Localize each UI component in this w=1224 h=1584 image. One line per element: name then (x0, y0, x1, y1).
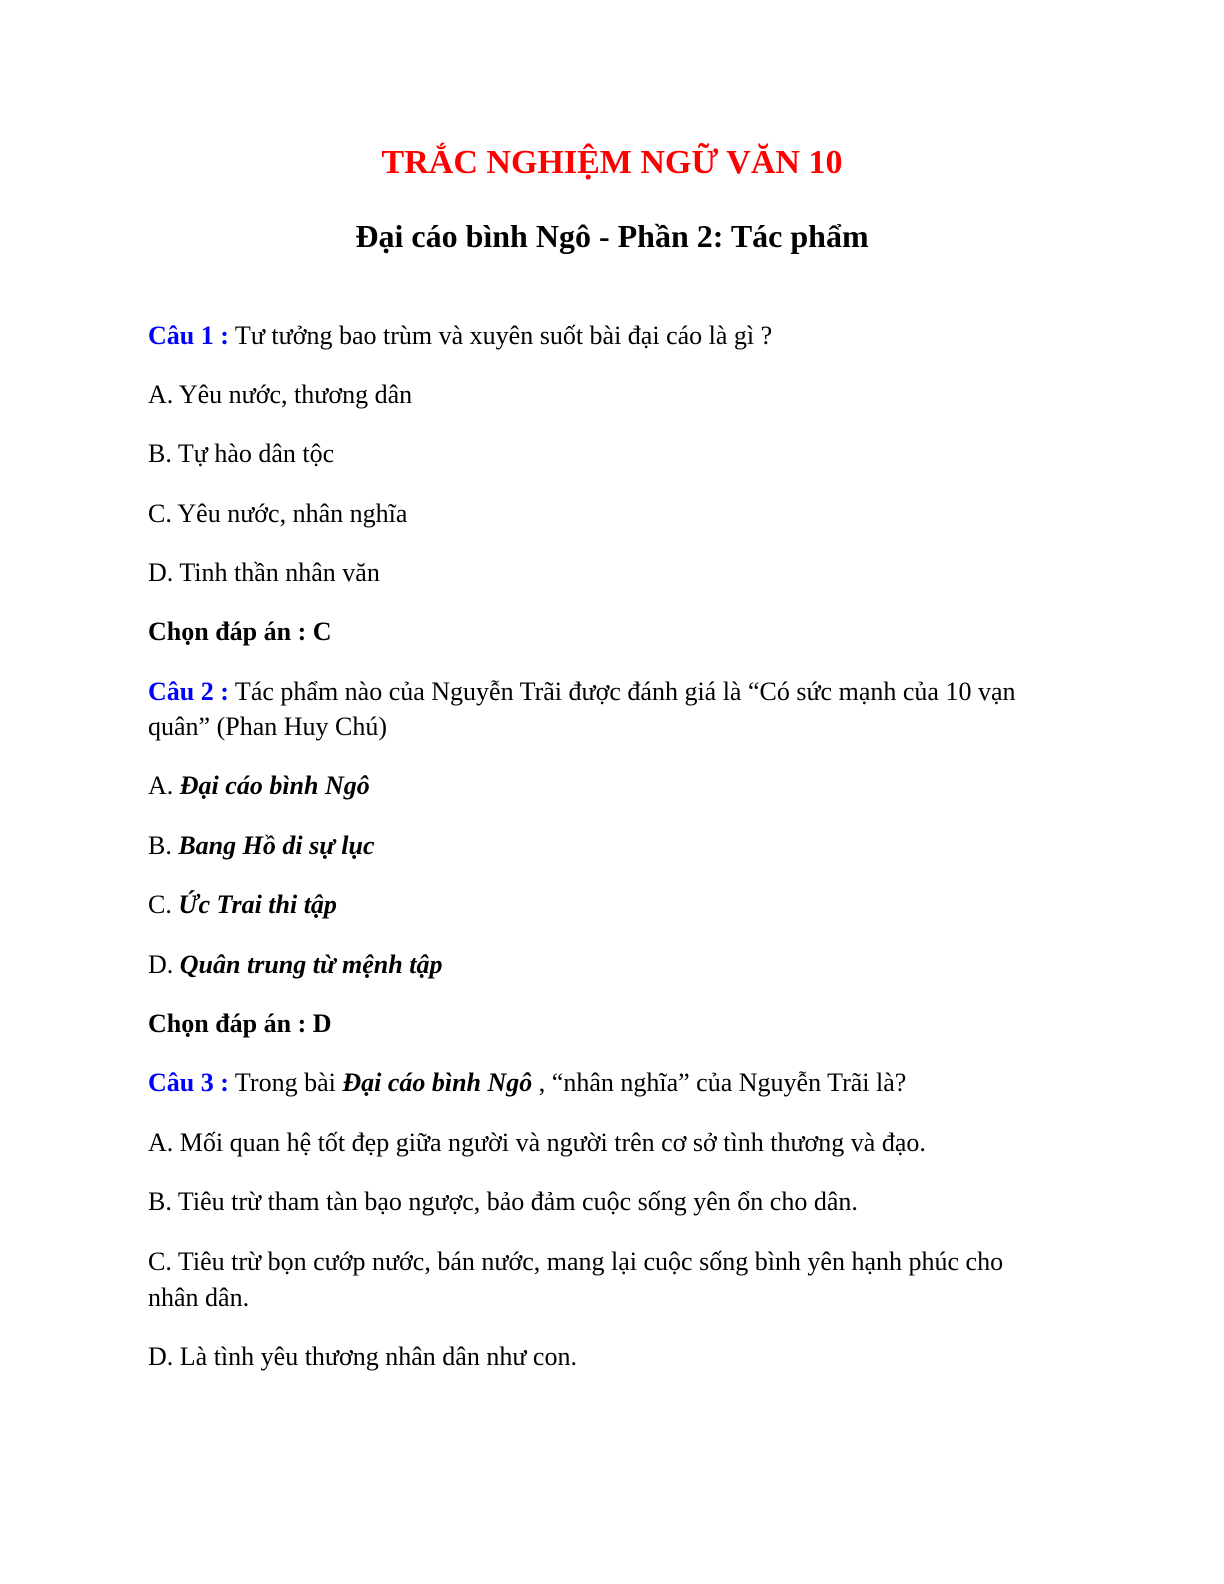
option-prefix: B. (148, 439, 178, 468)
question-2-label: Câu 2 : (148, 677, 229, 706)
option-prefix: C. (148, 499, 178, 528)
option-text: Bang Hồ di sự lục (178, 831, 375, 860)
question-3-text-before: Trong bài (228, 1068, 343, 1097)
question-1-option-d (148, 555, 1078, 591)
question-2-text-line-1: Tác phẩm nào của Nguyễn Trãi được đánh giá là “Có sức mạnh của 10 vạn (228, 677, 1016, 706)
option-text: Tinh thần nhân văn (179, 558, 380, 587)
option-text: Ức Trai thi tập (178, 890, 337, 919)
question-3-text-after: , “nhân nghĩa” của Nguyễn Trãi là? (532, 1068, 907, 1097)
option-prefix: B. (148, 1187, 178, 1216)
question-2-option-c (148, 887, 1078, 923)
option-text-line-1: Tiêu trừ bọn cướp nước, bán nước, mang lại cuộc sống bình yên hạnh phúc cho (177, 1247, 1004, 1276)
option-text: Yêu nước, thương dân (178, 380, 413, 409)
question-1-text: Tư tưởng bao trùm và xuyên suốt bài đại cáo là gì ? (228, 321, 773, 350)
question-1-option-a (148, 377, 1078, 413)
question-2-option-d (148, 947, 1078, 983)
question-3-label: Câu 3 : (148, 1068, 229, 1097)
question-3-option-a (148, 1125, 1078, 1161)
option-prefix: A. (148, 1128, 180, 1157)
option-text: Yêu nước, nhân nghĩa (177, 499, 408, 528)
option-prefix: B. (148, 831, 179, 860)
question-1-option-c (148, 496, 1078, 532)
question-2-option-b (148, 828, 1078, 864)
option-prefix: C. (148, 1247, 178, 1276)
question-3-option-c-line-2: nhân dân. (148, 1283, 250, 1312)
question-2-answer: Chọn đáp án : D (148, 1009, 332, 1038)
question-3-option-c (148, 1244, 1078, 1280)
option-text: Mối quan hệ tốt đẹp giữa người và người trên cơ sở tình thương và đạo. (179, 1128, 926, 1157)
question-1 (148, 318, 1078, 354)
option-text: Tiêu trừ tham tàn bạo ngược, bảo đảm cuộc sống yên ổn cho dân. (177, 1187, 858, 1216)
question-1-label: Câu 1 : (148, 321, 229, 350)
option-prefix: D. (148, 950, 180, 979)
option-text: Là tình yêu thương nhân dân như con. (179, 1342, 577, 1371)
option-prefix: C. (148, 890, 179, 919)
question-1-answer: Chọn đáp án : C (148, 617, 332, 646)
option-prefix: A. (148, 771, 180, 800)
question-1-option-b (148, 436, 1078, 472)
question-3-work-title: Đại cáo bình Ngô (342, 1068, 533, 1097)
document-subtitle: Đại cáo bình Ngô - Phần 2: Tác phẩm (355, 218, 869, 254)
question-3-option-b (148, 1184, 1078, 1220)
option-prefix: A. (148, 380, 179, 409)
question-3 (148, 1065, 1078, 1101)
question-2 (148, 674, 1078, 710)
option-text: Đại cáo bình Ngô (179, 771, 370, 800)
option-text: Tự hào dân tộc (177, 439, 335, 468)
question-2-text-line-2: quân” (Phan Huy Chú) (148, 712, 388, 741)
option-prefix: D. (148, 558, 180, 587)
option-prefix: D. (148, 1342, 180, 1371)
question-2-option-a (148, 768, 1078, 804)
option-text: Quân trung từ mệnh tập (179, 950, 443, 979)
document-title: TRẮC NGHIỆM NGỮ VĂN 10 (381, 144, 843, 181)
question-3-option-d (148, 1339, 1078, 1375)
